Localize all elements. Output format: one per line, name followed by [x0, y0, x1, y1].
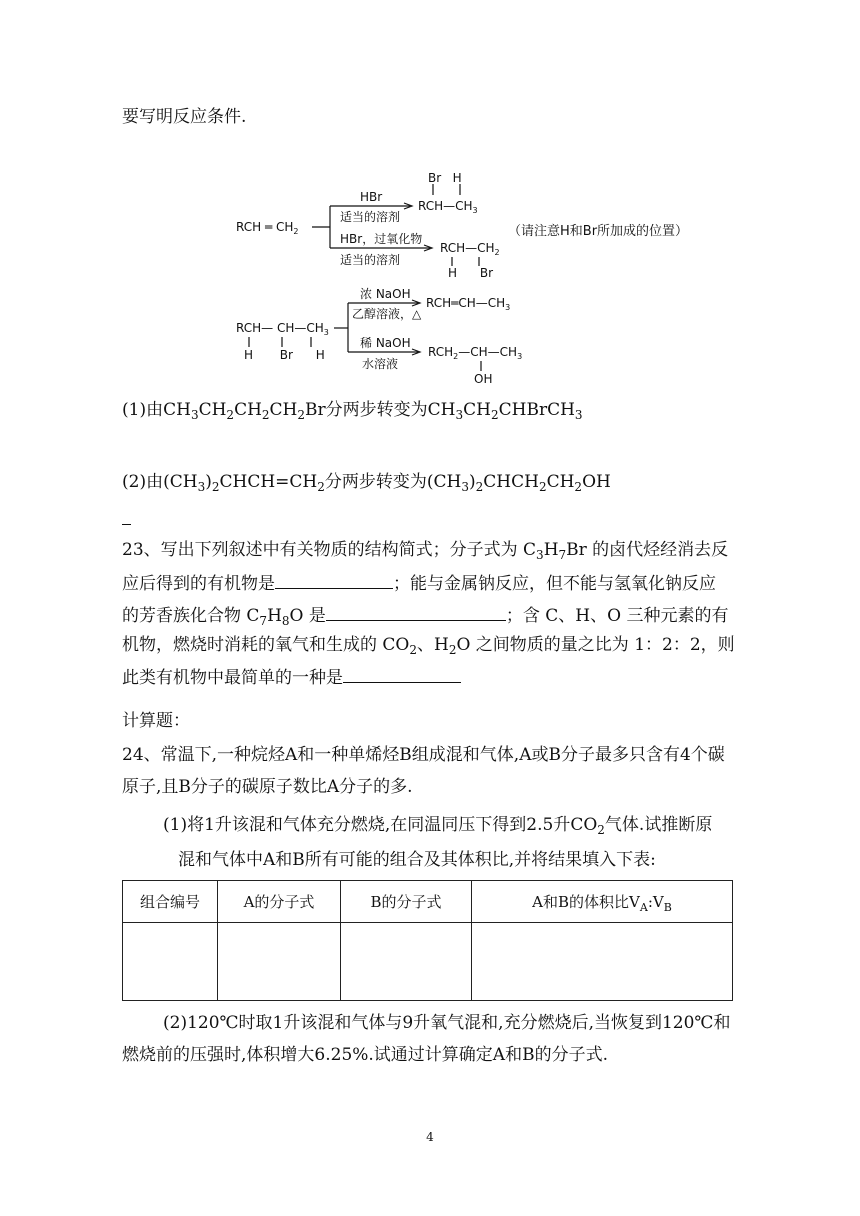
table-cell-a-formula[interactable] [218, 923, 341, 1001]
answer-blank-1[interactable] [275, 570, 393, 589]
question-23-line-3: 的芳香族化合物 $C_7H_8O$ 是 ；含 C、H、O 三种元素的有 [122, 602, 728, 629]
scheme1-upper-reagent: HBr [360, 190, 383, 204]
scheme2-reactant-bottom: H Br H [244, 348, 325, 362]
intro-text: 要写明反应条件. [122, 107, 247, 127]
scheme2-lower-reagent: 稀 NaOH [360, 336, 411, 350]
table-header-b-formula: B的分子式 [341, 881, 472, 923]
scheme2-lower-product-bottom: OH [474, 372, 493, 386]
scheme2-upper-product: $RCH═CH—CH_3$ [426, 296, 511, 312]
scheme1-note: （请注意H和Br所加成的位置） [508, 224, 689, 239]
table-cell-volume-ratio[interactable] [472, 923, 733, 1001]
question-24-line-2: 原子,且B分子的碳原子数比A分子的多. [122, 777, 413, 797]
page-number: 4 [426, 1130, 434, 1144]
scheme2-reactant: RCH— $CH—CH_3$ [236, 321, 329, 337]
question-24-part-2: (2)120℃时取1升该混和气体与9升氧气混和,充分燃烧后,当恢复到120℃和 [163, 1013, 731, 1033]
scheme1-lower-solvent: 适当的溶剂 [340, 253, 401, 267]
scheme1-lower-reagent: HBr，过氧化物 [340, 232, 423, 246]
reaction-scheme [0, 0, 860, 400]
table-header-row [123, 881, 733, 923]
answer-mark [122, 524, 131, 525]
answer-table [122, 880, 733, 1001]
question-24-part-1: (1)将1升该混和气体充分燃烧,在同温同压下得到2.5升$CO_2$气体.试推断原 [163, 815, 713, 837]
scheme2-upper-solvent: 乙醇溶液，△ [352, 307, 422, 321]
question-24-line-1: 24、常温下,一种烷烃A和一种单烯烃B组成混和气体,A或B分子最多只含有4个碳 [122, 745, 725, 765]
answer-blank-3[interactable] [343, 664, 461, 683]
scheme1-upper-product: $RCH—CH_3$ [418, 199, 478, 215]
table-row [123, 923, 733, 1001]
table-header-volume-ratio: A和B的体积比$V_A:V_B$ [472, 881, 733, 923]
section-heading: 计算题： [122, 711, 190, 731]
question-23-line-4: 机物，燃烧时消耗的氧气和生成的 $CO_2$、$H_2O$ 之间物质的量之比为 1：2：2，则 [122, 635, 735, 657]
scheme1-lower-product: $RCH—CH_2$ [440, 241, 500, 257]
scheme1-reactant: RCH ═ $CH_2$ [236, 220, 299, 236]
scheme1-upper-product-top: Br H [428, 171, 462, 185]
question-1: (1)由$CH_3CH_2CH_2CH_2Br$分两步转变为$CH_3CH_2CHBrCH_3$ [122, 400, 583, 422]
question-2: (2)由$(CH_3)_2CHCH=CH_2$分两步转变为$(CH_3)_2CHCH_2CH_2OH$ [122, 472, 611, 494]
scheme1-lower-product-bottom: H Br [448, 266, 494, 280]
question-24-part-2-cont: 燃烧前的压强时,体积增大6.25%.试通过计算确定A和B的分子式. [122, 1045, 608, 1065]
table-cell-group-no[interactable] [123, 923, 218, 1001]
scheme2-lower-solvent: 水溶液 [362, 357, 399, 371]
scheme2-lower-product: $RCH_2—CH—CH_3$ [428, 345, 523, 361]
scheme2-upper-reagent: 浓 NaOH [360, 287, 411, 301]
question-23-line-5: 此类有机物中最简单的一种是 [122, 664, 461, 690]
question-23-line-1: 23、写出下列叙述中有关物质的结构简式；分子式为 $C_3H_7Br$ 的卤代烃经消去反 [122, 540, 729, 562]
question-23-line-2: 应后得到的有机物是 ；能与金属钠反应，但不能与氢氧化钠反应 [122, 570, 716, 596]
table-header-a-formula: A的分子式 [218, 881, 341, 923]
question-24-part-1-cont: 混和气体中A和B所有可能的组合及其体积比,并将结果填入下表: [178, 850, 656, 870]
scheme1-upper-solvent: 适当的溶剂 [340, 210, 401, 224]
table-cell-b-formula[interactable] [341, 923, 472, 1001]
table-header-group-no: 组合编号 [123, 881, 218, 923]
answer-blank-2[interactable] [326, 602, 506, 621]
